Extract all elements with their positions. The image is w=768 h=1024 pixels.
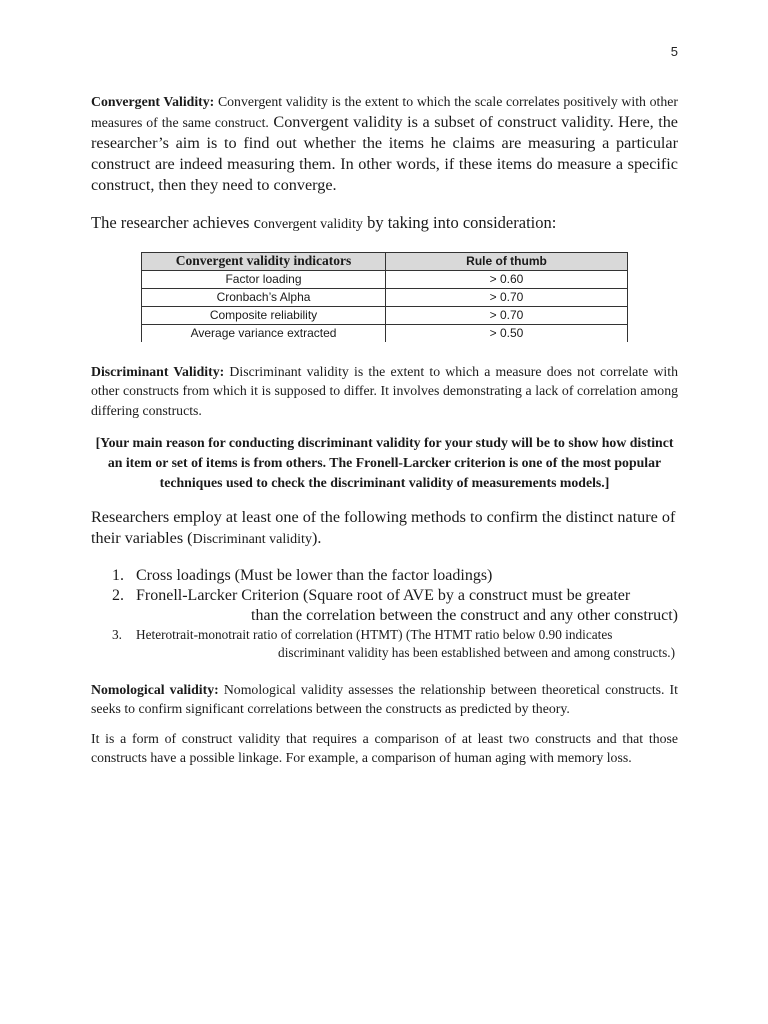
- table-cell-indicator: Composite reliability: [142, 306, 386, 324]
- convergent-validity-definition: Convergent validity is the extent to which the scale correlates positively with other measures of the same construct.: [91, 94, 678, 130]
- list-item: [91, 586, 678, 626]
- nomological-validity-paragraph: [91, 680, 678, 719]
- discriminant-validity-paragraph: [91, 362, 678, 421]
- table-header-indicators: Convergent validity indicators: [142, 252, 386, 270]
- page-number: 5: [670, 44, 678, 59]
- table-cell-rule: > 0.70: [386, 306, 628, 324]
- achieves-text-start: The researcher achieves c: [91, 213, 261, 232]
- list-item: [91, 566, 678, 586]
- table-row: [142, 306, 628, 324]
- list-item-continuation: than the correlation between the construct and any other construct): [251, 606, 678, 624]
- page-content: [91, 92, 678, 768]
- convergent-validity-heading: Convergent Validity:: [91, 94, 215, 109]
- list-item-text: Fronell-Larcker Criterion (Square root of AVE by a construct must be greater: [136, 586, 631, 604]
- researchers-paragraph: [91, 507, 678, 550]
- construct-form-paragraph: It is a form of construct validity that requires a comparison of at least two constructs and that those constructs have a possible linkage. For example, a comparison of human aging with memory loss.: [91, 730, 678, 766]
- discriminant-validity-text: Discriminant validity is the extent to which a measure does not correlate with other constructs from which it is supposed to differ. It involves demonstrating a lack of correlation among differing constructs.: [91, 363, 678, 418]
- bracketed-note: [Your main reason for conducting discriminant validity for your study will be to show how distinct an item or set of items is from others. The Fronell-Larcker criterion is one of the most popular techniques used to check the discriminant validity of measurements models.]: [95, 435, 674, 490]
- list-item-text: Cross loadings (Must be lower than the factor loadings): [136, 566, 493, 584]
- list-item: [91, 626, 678, 663]
- achieves-text-end: by taking into consideration:: [362, 213, 557, 232]
- researchers-end: ).: [311, 528, 322, 547]
- achieves-paragraph: [91, 212, 678, 235]
- table-header-row: [142, 252, 628, 270]
- methods-list: [91, 566, 678, 663]
- table-row: [142, 270, 628, 288]
- list-item-continuation: discriminant validity has been established between and among constructs.): [278, 645, 675, 661]
- table-row: [142, 288, 628, 306]
- table-header-rule: Rule of thumb: [386, 252, 628, 270]
- nomological-validity-text: Nomological validity assesses the relationship between theoretical constructs. It seeks to confirm significant correlations between the constructs as predicted by theory.: [91, 681, 678, 717]
- discriminant-validity-heading: Discriminant Validity:: [91, 363, 225, 379]
- achieves-text-term: onvergent validity: [260, 217, 363, 232]
- list-item-text: Heterotrait-monotrait ratio of correlation (HTMT) (The HTMT ratio below 0.90 indicates: [136, 626, 613, 642]
- researchers-text: Researchers employ at least one of the following methods to confirm the distinct nature of their variables (: [91, 507, 676, 547]
- table-cell-rule: > 0.60: [386, 270, 628, 288]
- table-cell-indicator: Cronbach’s Alpha: [142, 288, 386, 306]
- nomological-validity-heading: Nomological validity:: [91, 681, 219, 697]
- convergent-validity-explanation: Convergent validity is a subset of construct validity. Here, the researcher’s aim is to find out whether the items he claims are measuring a particular construct are indeed measuring them. In other words, if these items do measure a specific construct, then they need to converge.: [91, 113, 678, 194]
- list-item-number: 1.: [112, 566, 124, 584]
- table-cell-indicator: Factor loading: [142, 270, 386, 288]
- list-item-number: 3.: [112, 626, 122, 642]
- table-cell-rule: > 0.70: [386, 288, 628, 306]
- table-row: [142, 324, 628, 342]
- researchers-term: Discriminant validity: [192, 531, 312, 547]
- convergent-validity-paragraph: [91, 92, 678, 196]
- convergent-indicators-table: [141, 252, 628, 342]
- table-cell-indicator: Average variance extracted: [142, 324, 386, 342]
- list-item-number: 2.: [112, 586, 124, 604]
- table-cell-rule: > 0.50: [386, 324, 628, 342]
